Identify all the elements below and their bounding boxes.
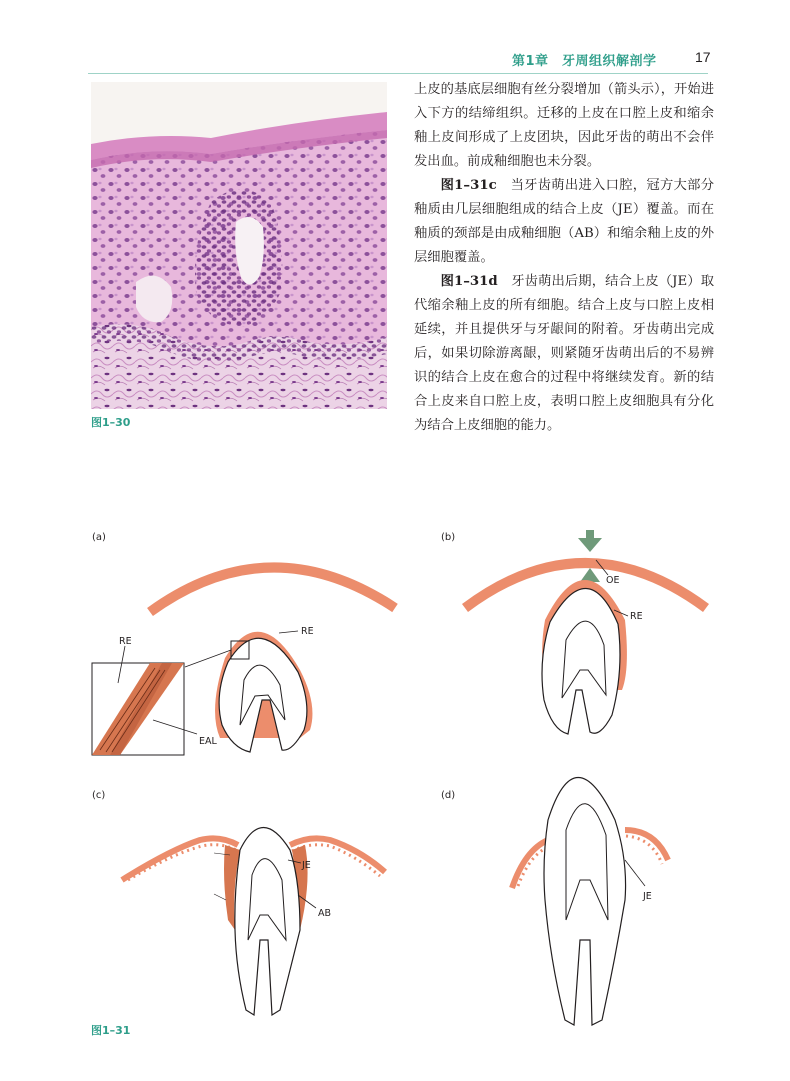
- label-re: RE: [630, 611, 643, 622]
- label-re-inset: RE: [119, 636, 132, 647]
- chapter-header: 第1章 牙周组织解剖学: [512, 54, 657, 69]
- label-je: JE: [643, 891, 652, 902]
- body-text: [414, 78, 714, 438]
- figure-1-30-label: 图1–30: [91, 416, 131, 429]
- paragraph-3-text: 牙齿萌出后期，结合上皮（JE）取代缩余釉上皮的所有细胞。结合上皮与口腔上皮相延续，并且提供牙与牙龈间的附着。牙齿萌出完成后，如果切除游离龈，则紧随牙齿萌出后的不易辨识的结合上皮在愈合的过程中将继续发育。新的结合上皮来自口腔上皮，表明口腔上皮细胞具有分化为结合上皮细胞的能力。: [414, 274, 715, 433]
- label-re: RE: [301, 626, 314, 637]
- panel-c-tag: (c): [92, 790, 106, 801]
- arrow-up-icon: [580, 568, 600, 582]
- inset-magnification: [92, 663, 184, 755]
- paragraph-3: [414, 270, 714, 438]
- page-number: 17: [695, 49, 711, 65]
- label-eal: EAL: [199, 736, 217, 747]
- panel-b-tag: (b): [441, 532, 456, 543]
- figure-reference: 图1–31c: [440, 178, 497, 193]
- panel-d-tag: (d): [441, 790, 456, 801]
- panel-a-tag: (a): [92, 532, 106, 543]
- paragraph-2-text: 当牙齿萌出进入口腔，冠方大部分釉质由几层细胞组成的结合上皮（JE）覆盖。而在釉质的颈部是由成釉细胞（AB）和缩余釉上皮的外层细胞覆盖。: [414, 178, 715, 265]
- paragraph-2: [414, 174, 714, 270]
- tooth-b: [542, 580, 627, 734]
- arrow-down-icon: [578, 538, 602, 552]
- figure-reference: 图1–31d: [440, 274, 498, 289]
- histology-micrograph: [91, 82, 387, 409]
- label-je: JE: [302, 860, 311, 871]
- micrograph-image: [91, 82, 387, 409]
- paragraph-1: 上皮的基底层细胞有丝分裂增加（箭头示），开始进入下方的结缔组织。迁移的上皮在口腔上皮和缩余釉上皮间形成了上皮团块，因此牙齿的萌出不会伴发出血。前成釉细胞也未分裂。: [414, 82, 714, 169]
- oral-epithelium-arc: [150, 567, 395, 612]
- label-oe: OE: [606, 575, 620, 586]
- tooth-eruption-diagram: [0, 520, 790, 1040]
- figure-1-31-label: 图1–31: [91, 1024, 131, 1037]
- tooth-c: [224, 828, 308, 1016]
- tooth-d: [544, 778, 626, 1026]
- label-ab: AB: [318, 908, 332, 919]
- tooth-a: [215, 632, 312, 752]
- gingiva-right: [625, 830, 668, 860]
- header-rule: [88, 73, 708, 74]
